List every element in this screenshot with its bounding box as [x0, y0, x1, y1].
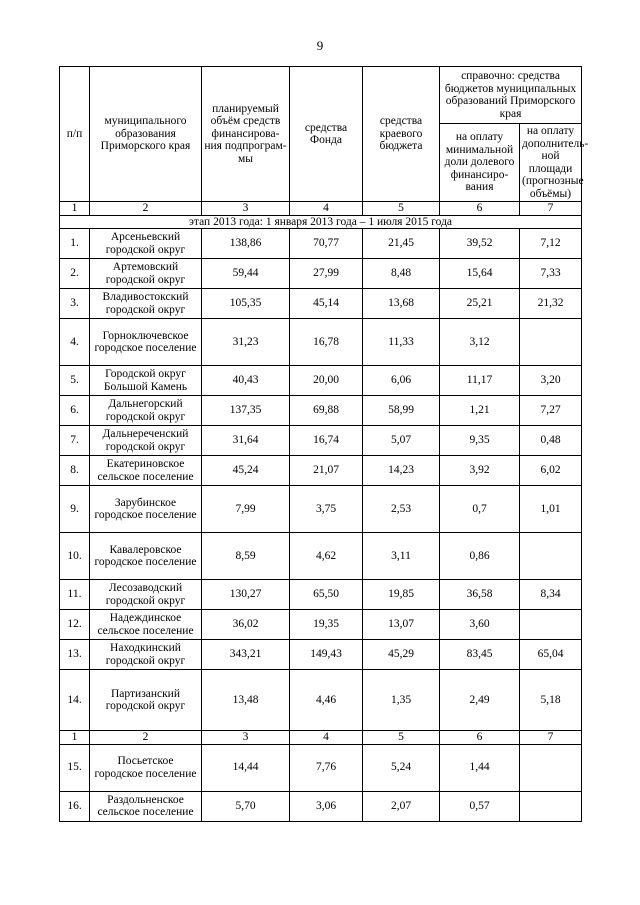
planned-cell: 40,43: [202, 366, 290, 396]
fund-cell: 4,62: [290, 533, 363, 580]
table-row: [60, 580, 582, 610]
row-number: 1.: [60, 229, 90, 259]
regional-cell: 8,48: [363, 259, 440, 289]
header-reference: справочно: средства бюджетов муниципальных образований Приморского края: [440, 67, 582, 124]
column-index: 7: [520, 731, 582, 745]
min-share-cell: 1,44: [440, 744, 520, 791]
row-number: 4.: [60, 319, 90, 366]
column-index: 6: [440, 202, 520, 216]
municipality-name: Лесозаводский городской округ: [90, 580, 202, 610]
min-share-cell: 3,12: [440, 319, 520, 366]
regional-cell: 2,07: [363, 791, 440, 821]
min-share-cell: 3,60: [440, 610, 520, 640]
page-number: 9: [316, 38, 324, 53]
regional-cell: 11,33: [363, 319, 440, 366]
regional-cell: 19,85: [363, 580, 440, 610]
regional-cell: 13,07: [363, 610, 440, 640]
extra-area-cell: 1,01: [520, 486, 582, 533]
table-row: [60, 396, 582, 426]
row-number: 7.: [60, 426, 90, 456]
extra-area-cell: 3,20: [520, 366, 582, 396]
municipality-name: Партизанский городской округ: [90, 670, 202, 731]
fund-cell: 16,78: [290, 319, 363, 366]
planned-cell: 59,44: [202, 259, 290, 289]
extra-area-cell: 21,32: [520, 289, 582, 319]
extra-area-cell: [520, 319, 582, 366]
fund-cell: 21,07: [290, 456, 363, 486]
regional-cell: 14,23: [363, 456, 440, 486]
table-row: [60, 426, 582, 456]
header-planned: планируемый объём средств финансирова-ния подпрограм-мы: [202, 67, 290, 202]
regional-cell: 21,45: [363, 229, 440, 259]
column-index: 3: [202, 731, 290, 745]
planned-cell: 7,99: [202, 486, 290, 533]
planned-cell: 31,23: [202, 319, 290, 366]
municipality-name: Кавалеровское городское поселение: [90, 533, 202, 580]
municipality-name: Дальнереченский городской округ: [90, 426, 202, 456]
header-extra-area: на оплату дополнитель-ной площади (прогнозные объёмы): [520, 124, 582, 202]
municipality-name: Екатериновское сельское поселение: [90, 456, 202, 486]
column-index: 2: [90, 731, 202, 745]
header-regional: средства краевого бюджета: [363, 67, 440, 202]
table-row: [60, 670, 582, 731]
municipality-name: Зарубинское городское поселение: [90, 486, 202, 533]
table-row: [60, 744, 582, 791]
row-number: 5.: [60, 366, 90, 396]
column-index: 1: [60, 202, 90, 216]
municipality-name: Дальнегорский городской округ: [90, 396, 202, 426]
extra-area-cell: [520, 610, 582, 640]
municipality-name: Надеждинское сельское поселение: [90, 610, 202, 640]
stage-label: этап 2013 года: 1 января 2013 года – 1 июля 2015 года: [60, 215, 582, 229]
extra-area-cell: [520, 744, 582, 791]
extra-area-cell: 7,12: [520, 229, 582, 259]
row-number: 8.: [60, 456, 90, 486]
min-share-cell: 1,21: [440, 396, 520, 426]
extra-area-cell: 0,48: [520, 426, 582, 456]
min-share-cell: 0,7: [440, 486, 520, 533]
funding-table: [59, 66, 589, 822]
fund-cell: 7,76: [290, 744, 363, 791]
min-share-cell: 15,64: [440, 259, 520, 289]
row-number: 13.: [60, 640, 90, 670]
planned-cell: 13,48: [202, 670, 290, 731]
row-number: 15.: [60, 744, 90, 791]
column-index: 3: [202, 202, 290, 216]
regional-cell: 13,68: [363, 289, 440, 319]
min-share-cell: 9,35: [440, 426, 520, 456]
regional-cell: 58,99: [363, 396, 440, 426]
row-number: 3.: [60, 289, 90, 319]
column-index: 7: [520, 202, 582, 216]
column-index-row-repeat: [60, 731, 582, 745]
extra-area-cell: 5,18: [520, 670, 582, 731]
column-index: 4: [290, 202, 363, 216]
planned-cell: 343,21: [202, 640, 290, 670]
row-number: 14.: [60, 670, 90, 731]
regional-cell: 2,53: [363, 486, 440, 533]
min-share-cell: 2,49: [440, 670, 520, 731]
municipality-name: Арсеньевский городской округ: [90, 229, 202, 259]
column-index: 2: [90, 202, 202, 216]
regional-cell: 6,06: [363, 366, 440, 396]
planned-cell: 5,70: [202, 791, 290, 821]
table-row: [60, 533, 582, 580]
extra-area-cell: [520, 791, 582, 821]
table-row: [60, 319, 582, 366]
min-share-cell: 25,21: [440, 289, 520, 319]
min-share-cell: 39,52: [440, 229, 520, 259]
row-number: 9.: [60, 486, 90, 533]
planned-cell: 105,35: [202, 289, 290, 319]
min-share-cell: 0,86: [440, 533, 520, 580]
municipality-name: Посьетское городское поселение: [90, 744, 202, 791]
fund-cell: 3,75: [290, 486, 363, 533]
row-number: 10.: [60, 533, 90, 580]
planned-cell: 138,86: [202, 229, 290, 259]
extra-area-cell: [520, 533, 582, 580]
regional-cell: 5,24: [363, 744, 440, 791]
table-row: [60, 289, 582, 319]
municipality-name: Артемовский городской округ: [90, 259, 202, 289]
extra-area-cell: 8,34: [520, 580, 582, 610]
column-index: 5: [363, 731, 440, 745]
extra-area-cell: 65,04: [520, 640, 582, 670]
table-row: [60, 791, 582, 821]
min-share-cell: 83,45: [440, 640, 520, 670]
table-row: [60, 366, 582, 396]
header-num: п/п: [60, 67, 90, 202]
table-row: [60, 456, 582, 486]
stage-row: [60, 215, 582, 229]
regional-cell: 3,11: [363, 533, 440, 580]
planned-cell: 31,64: [202, 426, 290, 456]
extra-area-cell: 7,27: [520, 396, 582, 426]
fund-cell: 70,77: [290, 229, 363, 259]
table-row: [60, 486, 582, 533]
planned-cell: 137,35: [202, 396, 290, 426]
header-row-1: [60, 67, 582, 124]
extra-area-cell: 6,02: [520, 456, 582, 486]
column-index-row: [60, 202, 582, 216]
row-number: 11.: [60, 580, 90, 610]
municipality-name: Раздольненское сельское поселение: [90, 791, 202, 821]
table-row: [60, 229, 582, 259]
fund-cell: 4,46: [290, 670, 363, 731]
column-index: 4: [290, 731, 363, 745]
municipality-name: Находкинский городской округ: [90, 640, 202, 670]
regional-cell: 1,35: [363, 670, 440, 731]
header-fund: средства Фонда: [290, 67, 363, 202]
extra-area-cell: 7,33: [520, 259, 582, 289]
fund-cell: 45,14: [290, 289, 363, 319]
column-index: 6: [440, 731, 520, 745]
min-share-cell: 36,58: [440, 580, 520, 610]
planned-cell: 14,44: [202, 744, 290, 791]
municipality-name: Владивостокский городской округ: [90, 289, 202, 319]
row-number: 2.: [60, 259, 90, 289]
fund-cell: 19,35: [290, 610, 363, 640]
header-municipality: муниципального образования Приморского края: [90, 67, 202, 202]
table-row: [60, 610, 582, 640]
column-index: 5: [363, 202, 440, 216]
row-number: 6.: [60, 396, 90, 426]
fund-cell: 27,99: [290, 259, 363, 289]
planned-cell: 130,27: [202, 580, 290, 610]
municipality-name: Горноключевское городское поселение: [90, 319, 202, 366]
fund-cell: 3,06: [290, 791, 363, 821]
min-share-cell: 0,57: [440, 791, 520, 821]
fund-cell: 16,74: [290, 426, 363, 456]
column-index: 1: [60, 731, 90, 745]
row-number: 16.: [60, 791, 90, 821]
min-share-cell: 3,92: [440, 456, 520, 486]
min-share-cell: 11,17: [440, 366, 520, 396]
table-row: [60, 640, 582, 670]
row-number: 12.: [60, 610, 90, 640]
fund-cell: 20,00: [290, 366, 363, 396]
regional-cell: 45,29: [363, 640, 440, 670]
fund-cell: 65,50: [290, 580, 363, 610]
regional-cell: 5,07: [363, 426, 440, 456]
municipality-name: Городской округ Большой Камень: [90, 366, 202, 396]
fund-cell: 149,43: [290, 640, 363, 670]
planned-cell: 8,59: [202, 533, 290, 580]
planned-cell: 45,24: [202, 456, 290, 486]
header-min-share: на оплату минимальной доли долевого финансиро-вания: [440, 124, 520, 202]
fund-cell: 69,88: [290, 396, 363, 426]
table-row: [60, 259, 582, 289]
planned-cell: 36,02: [202, 610, 290, 640]
